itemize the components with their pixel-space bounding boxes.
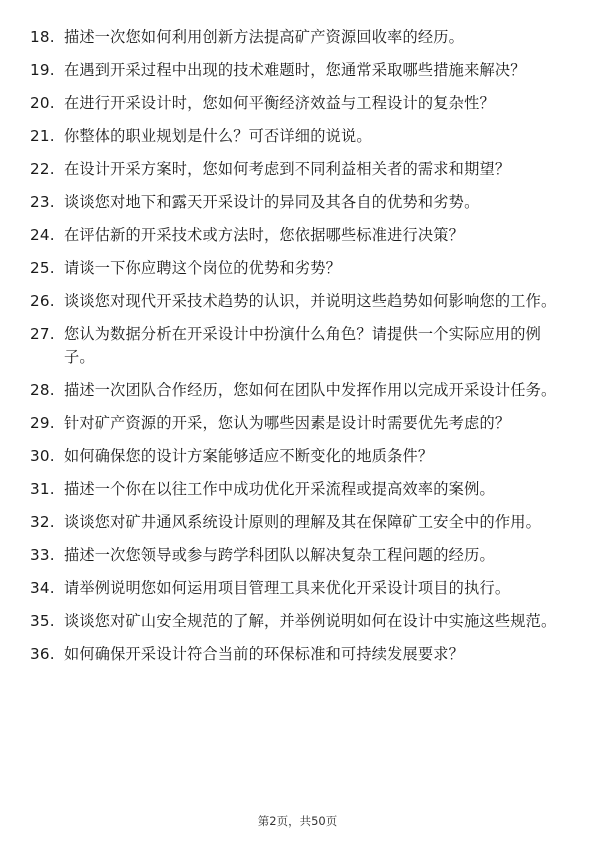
question-list	[30, 26, 560, 676]
question-text: 如何确保您的设计方案能够适应不断变化的地质条件？	[64, 447, 434, 465]
question-item	[30, 26, 560, 49]
question-item	[30, 290, 560, 313]
question-number: 19.	[30, 61, 55, 79]
question-item	[30, 191, 560, 214]
question-number: 23.	[30, 193, 55, 211]
question-item	[30, 511, 560, 534]
question-item	[30, 379, 560, 402]
question-item	[30, 92, 560, 115]
question-number: 22.	[30, 160, 55, 178]
question-number: 31.	[30, 480, 55, 498]
question-number: 20.	[30, 94, 55, 112]
question-text: 在进行开采设计时，您如何平衡经济效益与工程设计的复杂性？	[64, 94, 495, 112]
question-text: 描述一次团队合作经历，您如何在团队中发挥作用以完成开采设计任务。	[64, 381, 557, 399]
question-text: 您认为数据分析在开采设计中扮演什么角色？请提供一个实际应用的例子。	[64, 325, 542, 366]
question-item	[30, 257, 560, 280]
question-number: 27.	[30, 325, 55, 343]
question-number: 35.	[30, 612, 55, 630]
question-number: 18.	[30, 28, 55, 46]
question-text: 如何确保开采设计符合当前的环保标准和可持续发展要求？	[64, 645, 465, 663]
question-number: 33.	[30, 546, 55, 564]
question-number: 26.	[30, 292, 55, 310]
question-item	[30, 610, 560, 633]
question-item	[30, 478, 560, 501]
question-number: 24.	[30, 226, 55, 244]
question-number: 28.	[30, 381, 55, 399]
question-item	[30, 445, 560, 468]
question-number: 34.	[30, 579, 55, 597]
question-text: 谈谈您对矿山安全规范的了解，并举例说明如何在设计中实施这些规范。	[64, 612, 557, 630]
question-text: 谈谈您对地下和露天开采设计的异同及其各自的优势和劣势。	[64, 193, 480, 211]
question-number: 25.	[30, 259, 55, 277]
page-footer: 第2页，共50页	[257, 814, 338, 828]
question-text: 请谈一下你应聘这个岗位的优势和劣势？	[64, 259, 341, 277]
question-text: 在设计开采方案时，您如何考虑到不同利益相关者的需求和期望？	[64, 160, 511, 178]
question-text: 针对矿产资源的开采，您认为哪些因素是设计时需要优先考虑的？	[64, 414, 511, 432]
question-item	[30, 643, 560, 666]
question-item	[30, 412, 560, 435]
question-item	[30, 323, 560, 369]
question-item	[30, 544, 560, 567]
question-text: 在评估新的开采技术或方法时，您依据哪些标准进行决策？	[64, 226, 465, 244]
question-item	[30, 577, 560, 600]
question-text: 谈谈您对矿井通风系统设计原则的理解及其在保障矿工安全中的作用。	[64, 513, 542, 531]
question-text: 谈谈您对现代开采技术趋势的认识，并说明这些趋势如何影响您的工作。	[64, 292, 557, 310]
question-number: 36.	[30, 645, 55, 663]
question-text: 你整体的职业规划是什么？可否详细的说说。	[64, 127, 372, 145]
question-text: 描述一次您如何利用创新方法提高矿产资源回收率的经历。	[64, 28, 465, 46]
question-text: 描述一个你在以往工作中成功优化开采流程或提高效率的案例。	[64, 480, 495, 498]
question-number: 30.	[30, 447, 55, 465]
question-text: 请举例说明您如何运用项目管理工具来优化开采设计项目的执行。	[64, 579, 511, 597]
question-number: 32.	[30, 513, 55, 531]
question-item	[30, 158, 560, 181]
question-number: 21.	[30, 127, 55, 145]
question-text: 在遇到开采过程中出现的技术难题时，您通常采取哪些措施来解决？	[64, 61, 526, 79]
question-item	[30, 125, 560, 148]
question-item	[30, 224, 560, 247]
question-text: 描述一次您领导或参与跨学科团队以解决复杂工程问题的经历。	[64, 546, 495, 564]
question-item	[30, 59, 560, 82]
question-number: 29.	[30, 414, 55, 432]
